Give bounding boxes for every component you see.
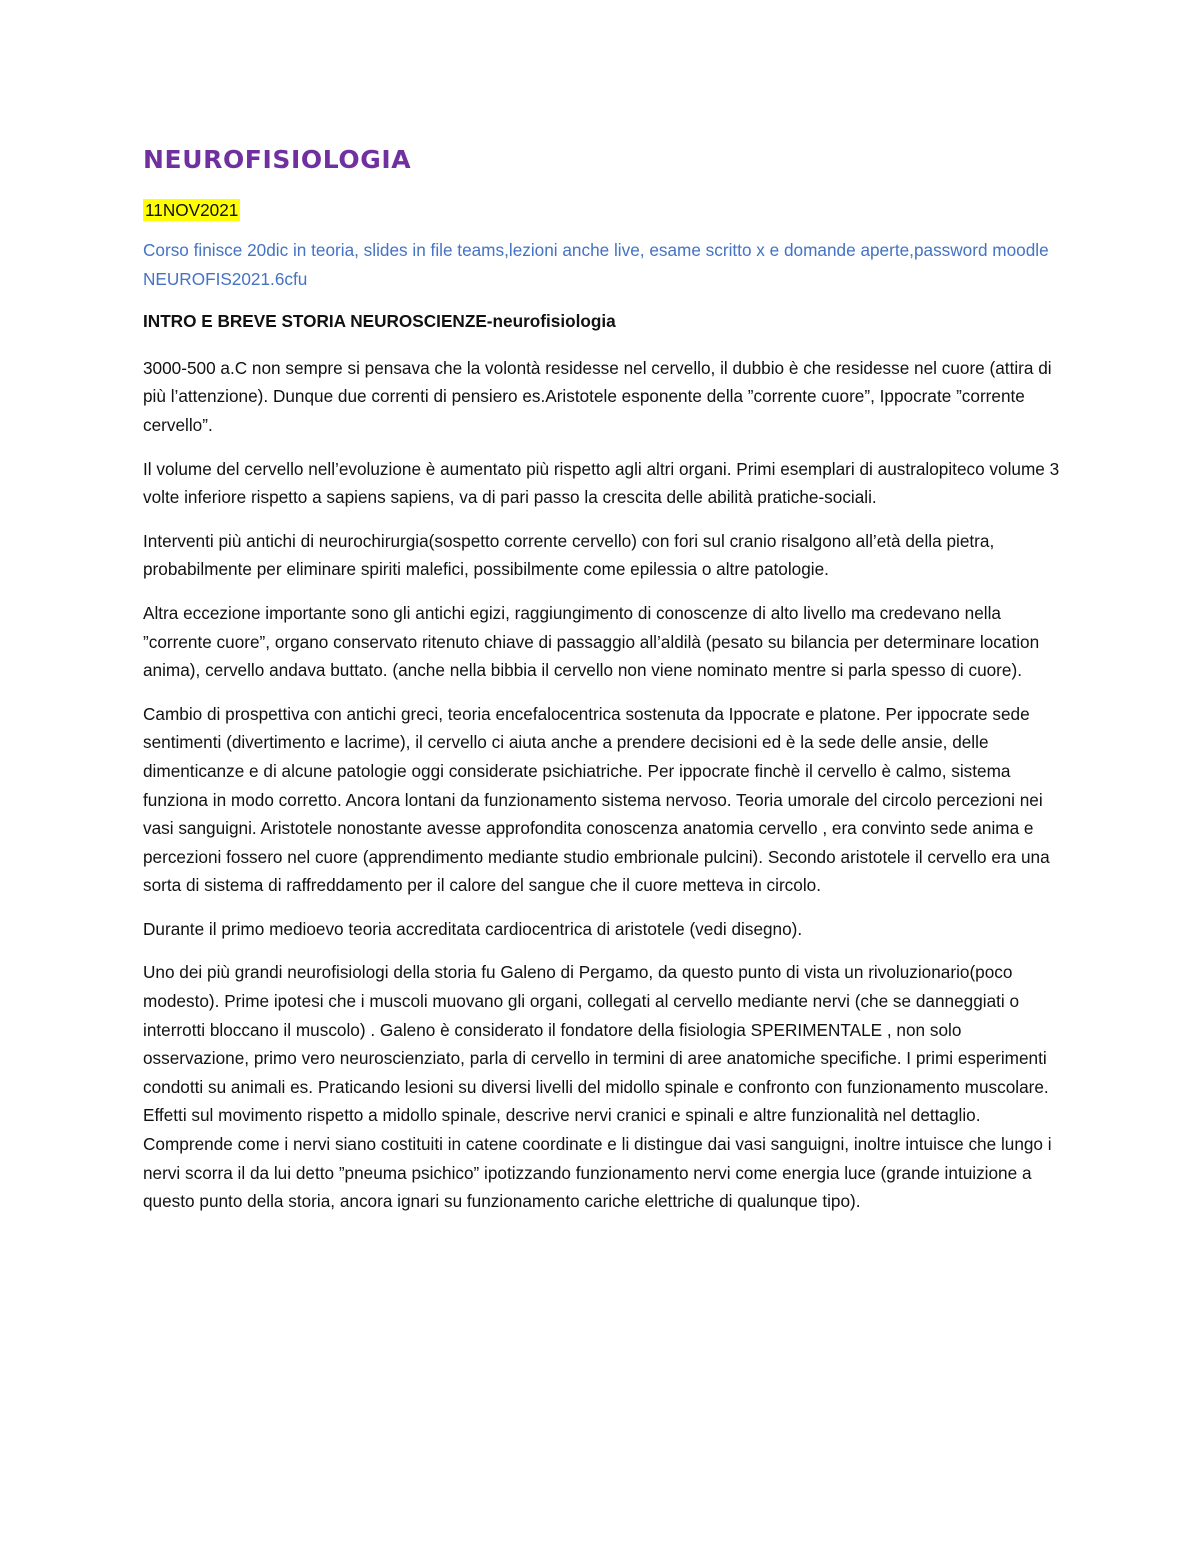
paragraph-6: Durante il primo medioevo teoria accreditata cardiocentrica di aristotele (vedi disegno). bbox=[143, 918, 803, 939]
course-note: Corso finisce 20dic in teoria, slides in file teams,lezioni anche live, esame scritto x e domande aperte,password moodle NEUROFIS2021.6cfu bbox=[143, 240, 1049, 289]
document-title: NEUROFISIOLOGIA bbox=[143, 145, 412, 174]
paragraph-5: Cambio di prospettiva con antichi greci, teoria encefalocentrica sostenuta da Ippocrate e platone. Per ippocrate sede sentimenti (divertimento e lacrime), il cervello ci aiuta anche a prendere decisioni ed è la sede delle ansie, delle dimenticanze e di alcune patologie oggi considerate psichiatriche. Per ippocrate finchè il cervello è calmo, sistema funziona in modo corretto. Ancora lontani da funzionamento sistema nervoso. Teoria umorale del circolo percezioni nei vasi sanguigni. Aristotele nonostante avesse approfondita conoscenza anatomia cervello , era convinto sede anima e percezioni fossero nel cuore (apprendimento mediante studio embrionale pulcini). Secondo aristotele il cervello era una sorta di sistema di raffreddamento per il calore del sangue che il cuore metteva in circolo. bbox=[143, 703, 1050, 896]
paragraph-2: Il volume del cervello nell’evoluzione è aumentato più rispetto agli altri organi. Primi esemplari di australopiteco volume 3 volte inferiore rispetto a sapiens sapiens, va di pari passo la crescita delle abilità pratiche-sociali. bbox=[143, 458, 1060, 508]
section-heading: INTRO E BREVE STORIA NEUROSCIENZE-neurofisiologia bbox=[143, 311, 616, 332]
paragraph-7: Uno dei più grandi neurofisiologi della storia fu Galeno di Pergamo, da questo punto di vista un rivoluzionario(poco modesto). Prime ipotesi che i muscoli muovano gli organi, collegati al cervello mediante nervi (che se danneggiati o interrotti bloccano il muscolo) . Galeno è considerato il fondatore della fisiologia SPERIMENTALE , non solo osservazione, primo vero neuroscienziato, parla di cervello in termini di aree anatomiche specifiche. I primi esperimenti condotti su animali es. Praticando lesioni su diversi livelli del midollo spinale e confronto con funzionamento muscolare. Effetti sul movimento rispetto a midollo spinale, descrive nervi cranici e spinali e altre funzionalità nel dettaglio. Comprende come i nervi siano costituiti in catene coordinate e li distingue dai vasi sanguigni, inoltre intuisce che lungo i nervi scorra il da lui detto ”pneuma psichico” ipotizzando funzionamento nervi come energia luce (grande intuizione a questo punto della storia, ancora ignari su funzionamento cariche elettriche di qualunque tipo). bbox=[143, 962, 1052, 1212]
date-highlight: 11NOV2021 bbox=[145, 200, 239, 220]
paragraph-1: 3000-500 a.C non sempre si pensava che la volontà residesse nel cervello, il dubbio è che residesse nel cuore (attira di più l’attenzione). Dunque due correnti di pensiero es.Aristotele esponente della ”corrente cuore”, Ippocrate ”corrente cervello”. bbox=[143, 357, 1052, 435]
document-page bbox=[143, 140, 1063, 1231]
paragraph-3: Interventi più antichi di neurochirurgia(sospetto corrente cervello) con fori sul cranio risalgono all’età della pietra, probabilmente per eliminare spiriti malefici, possibilmente come epilessia o altre patologie. bbox=[143, 530, 995, 580]
date-line bbox=[143, 196, 1063, 224]
paragraph-4: Altra eccezione importante sono gli antichi egizi, raggiungimento di conoscenze di alto livello ma credevano nella ”corrente cuore”, organo conservato ritenuto chiave di passaggio all’aldilà (pesato su bilancia per determinare location anima), cervello andava buttato. (anche nella bibbia il cervello non viene nominato mentre si parla spesso di cuore). bbox=[143, 602, 1040, 681]
